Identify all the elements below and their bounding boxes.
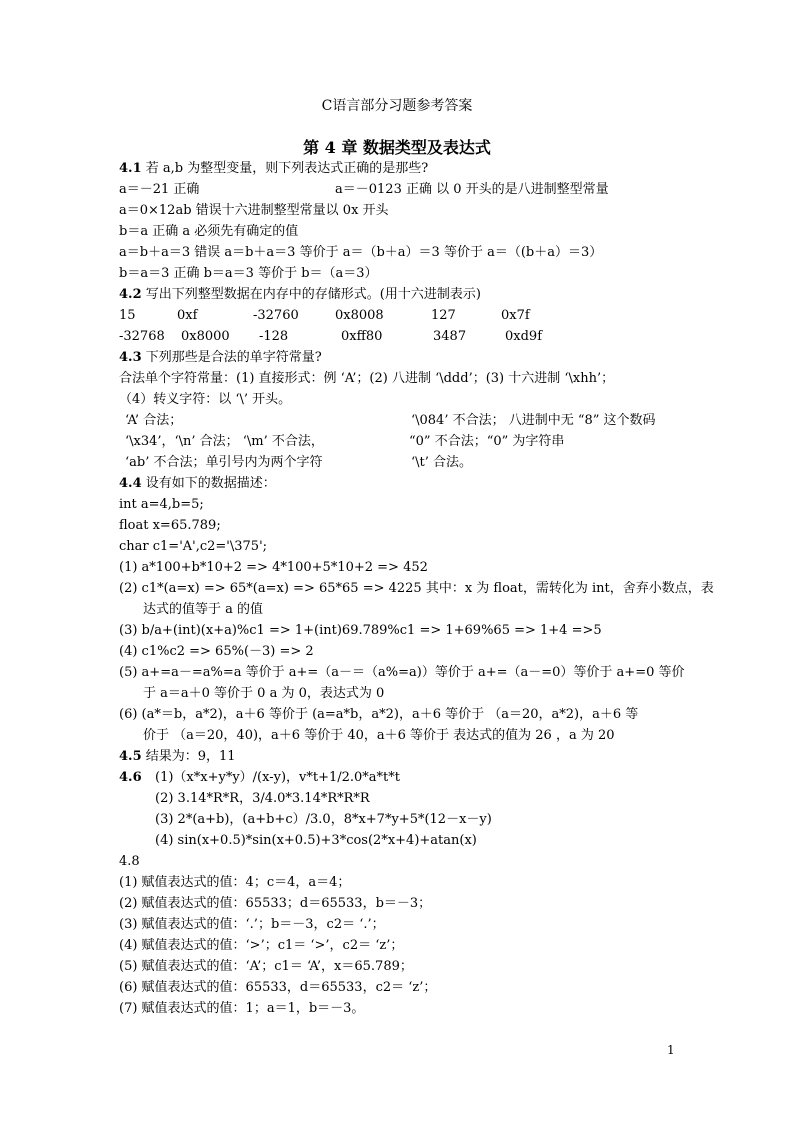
question-number: 4.8 [119, 854, 140, 869]
answer-item: (1) 赋值表达式的值：4；c＝4，a＝4； [119, 875, 351, 890]
answer-item: (6) 赋值表达式的值：65533，d＝65533，c2＝ ‘z’； [119, 980, 437, 995]
table-cell: 0x8000 [181, 329, 230, 344]
table-cell: -32760 [253, 308, 299, 323]
answer-item: (1) a*100+b*10+2 => 4*100+5*10+2 => 452 [119, 560, 428, 575]
code-line: char c1='A',c2='\375'; [119, 539, 268, 554]
expression-line: (1)（x*x+y*y）/(x-y)，v*t+1/2.0*a*t*t [155, 770, 401, 785]
answer-item: (2) 赋值表达式的值：65533；d＝65533，b＝－3； [119, 896, 432, 911]
question-4-4 [119, 474, 276, 494]
answer-item: (5) 赋值表达式的值：‘A’；c1＝ ‘A’，x＝65.789； [119, 959, 413, 974]
question-number: 4.5 [119, 749, 142, 764]
answer-item: (4) c1%c2 => 65%(－3) => 2 [119, 644, 314, 659]
question-text: 设有如下的数据描述： [141, 476, 276, 491]
expression-line: (2) 3.14*R*R，3/4.0*3.14*R*R*R [155, 791, 370, 806]
expression-line: (3) 2*(a+b)，(a+b+c）/3.0，8*x+7*y+5*(12－x－y) [155, 812, 492, 827]
answer-line: a＝b＋a＝3 错误 a＝b＋a＝3 等价于 a＝（b＋a）＝3 等价于 a＝（(b＋a）＝3） [119, 245, 603, 260]
answer-line: （4）转义字符：以 ‘\’ 开头。 [119, 392, 292, 407]
question-number: 4.3 [119, 350, 142, 365]
answer-line: a＝－21 正确 [119, 182, 200, 197]
question-number: 4.4 [119, 476, 142, 491]
table-cell: -128 [259, 329, 289, 344]
question-number: 4.6 [119, 770, 142, 785]
answer-line: ‘A’ 合法； [125, 413, 183, 428]
table-cell: -32768 [119, 329, 165, 344]
question-number: 4.2 [119, 287, 142, 302]
document-title: C语言部分习题参考答案 [321, 98, 473, 114]
table-cell: 3487 [433, 329, 467, 344]
answer-item: (7) 赋值表达式的值：1；a＝1，b＝－3。 [119, 1001, 365, 1016]
table-cell: 0x8008 [335, 308, 384, 323]
answer-line: ‘\x34’，‘\n’ 合法； ‘\m’ 不合法， [125, 434, 324, 449]
answer-line: a＝－0123 正确 以 0 开头的是八进制整型常量 [335, 182, 609, 197]
table-cell: 0x7f [501, 308, 530, 323]
question-4-2 [119, 285, 481, 305]
table-cell: 127 [431, 308, 456, 323]
table-cell: 0xff80 [341, 329, 383, 344]
question-4-3 [119, 348, 322, 368]
question-4-1 [119, 159, 428, 179]
chapter-title: 第 4 章 数据类型及表达式 [303, 138, 491, 157]
answer-line: 合法单个字符常量：(1) 直接形式：例 ‘A’；(2) 八进制 ‘\ddd’；(3) 十六进制 ‘\xhh’； [119, 371, 615, 386]
question-text: 若 a,b 为整型变量，则下列表达式正确的是那些? [141, 161, 429, 176]
expression-line: (4) sin(x+0.5)*sin(x+0.5)+3*cos(2*x+4)+atan(x) [155, 833, 477, 848]
question-number: 4.1 [119, 161, 142, 176]
answer-line: b＝a＝3 正确 b＝a＝3 等价于 b＝（a＝3） [119, 266, 378, 281]
question-4-5 [119, 747, 236, 767]
code-line: int a=4,b=5; [119, 497, 204, 512]
answer-item: (5) a+=a－=a%=a 等价于 a+=（a－＝（a%=a)）等价于 a+=（a－=0）等价于 a+=0 等价 [119, 665, 685, 680]
table-cell: 15 [119, 308, 136, 323]
answer-line: ‘ab’ 不合法；单引号内为两个字符 [125, 455, 323, 470]
answer-item: (2) c1*(a=x) => 65*(a=x) => 65*65 => 4225 其中：x 为 float，需转化为 int，舍弃小数点，表 [119, 581, 714, 596]
answer-line: a＝0×12ab 错误十六进制整型常量以 0x 开头 [119, 203, 389, 218]
answer-item: (3) b/a+(int)(x+a)%c1 => 1+(int)69.789%c1 => 1+69%65 => 1+4 =>5 [119, 623, 602, 638]
answer-item-continued: 价于 （a＝20，40)，a＋6 等价于 40，a＋6 等价于 表达式的值为 26 ，a 为 20 [143, 728, 615, 743]
table-cell: 0xd9f [505, 329, 543, 344]
question-text: 下列那些是合法的单字符常量? [141, 350, 322, 365]
answer-line: ‘\084’ 不合法； 八进制中无 “8” 这个数码 [411, 413, 656, 428]
answer-line: ‘\t’ 合法。 [411, 455, 473, 470]
table-cell: 0xf [177, 308, 198, 323]
code-line: float x=65.789; [119, 518, 221, 533]
answer-text: 结果为：9，11 [141, 749, 236, 764]
answer-item: (4) 赋值表达式的值：‘>’；c1＝ ‘>’，c2＝ ‘z’； [119, 938, 404, 953]
answer-item: (3) 赋值表达式的值：‘.’；b＝－3，c2＝ ‘.’； [119, 917, 385, 932]
answer-line: b＝a 正确 a 必须先有确定的值 [119, 224, 299, 239]
question-text: 写出下列整型数据在内存中的存储形式。(用十六进制表示) [141, 287, 481, 302]
answer-item-continued: 达式的值等于 a 的值 [143, 602, 264, 617]
answer-line: “0” 不合法；“0” 为字符串 [409, 434, 565, 449]
answer-item: (6) (a*＝b，a*2)，a＋6 等价于 (a=a*b，a*2)，a＋6 等价于 （a＝20，a*2)，a＋6 等 [119, 707, 639, 722]
page-number: 1 [667, 1043, 675, 1057]
answer-item-continued: 于 a＝a＋0 等价于 0 a 为 0，表达式为 0 [143, 686, 385, 701]
